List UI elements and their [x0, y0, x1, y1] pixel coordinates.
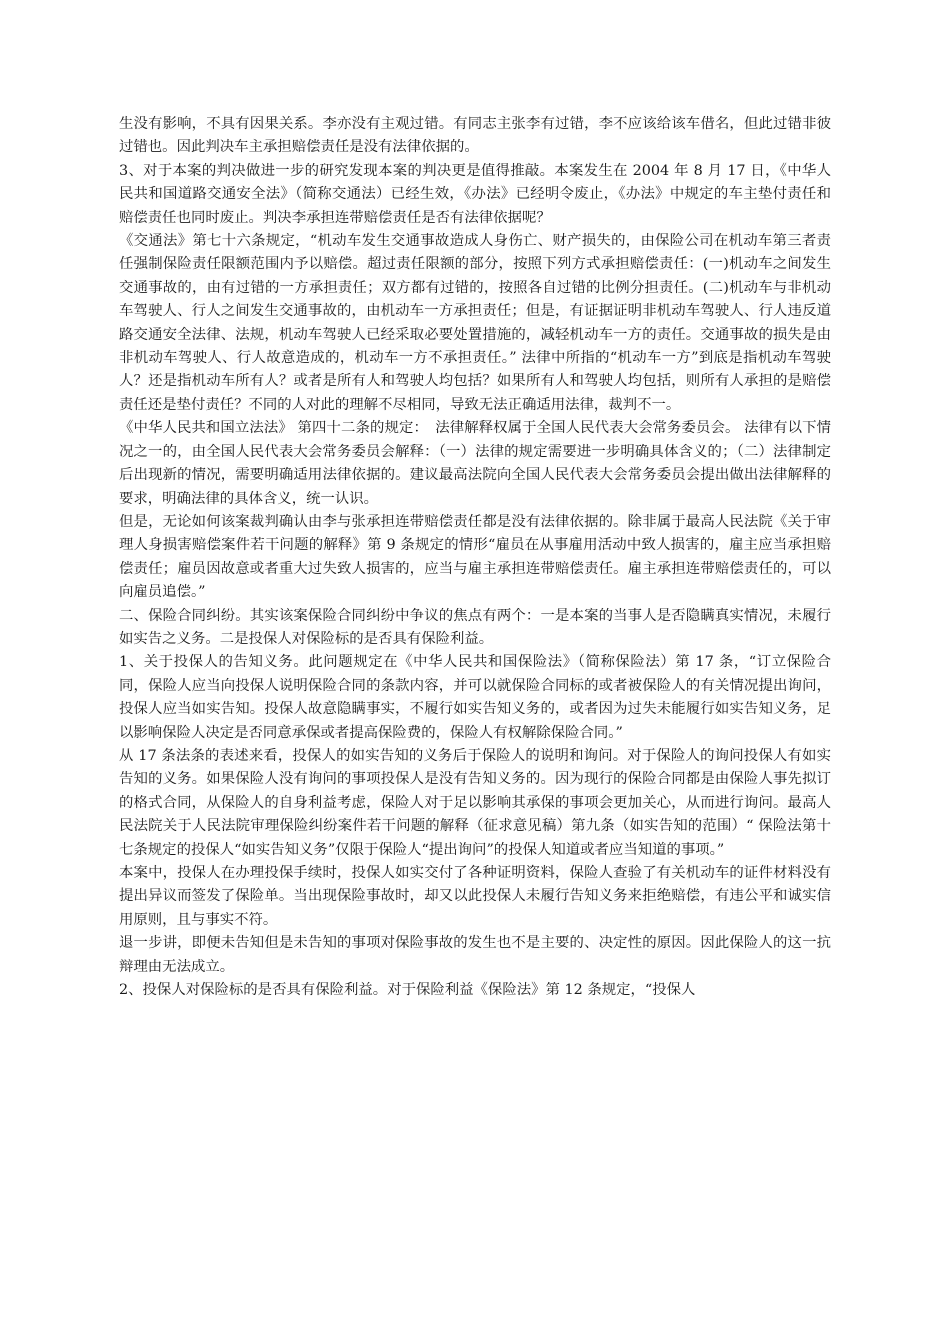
paragraph: 3、对于本案的判决做进一步的研究发现本案的判决更是值得推敲。本案发生在 2004 年 8 月 17 日，《中华人民共和国道路交通安全法》（简称交通法）已经生效，《办法》已经明令废止，《办法》中规定的车主垫付责任和赔偿责任也同时废止。判决李承担连带赔偿责任是否有法律依据呢？ [119, 162, 831, 226]
paragraph: 2、投保人对保险标的是否具有保险利益。对于保险利益《保险法》第 12 条规定，“投保人 [119, 982, 696, 999]
document-body [119, 113, 831, 1002]
paragraph: 但是，无论如何该案裁判确认由李与张承担连带赔偿责任都是没有法律依据的。除非属于最高人民法院《关于审理人身损害赔偿案件若干问题的解释》第 9 条规定的情形“雇员在从事雇用活动中致人损害的，雇主应当承担赔偿责任；雇员因故意或者重大过失致人损害的，应当与雇主承担连带赔偿责任。雇主承担连带赔偿责任的，可以向雇员追偿。” [119, 513, 831, 601]
paragraph: 《交通法》第七十六条规定，“机动车发生交通事故造成人身伤亡、财产损失的，由保险公司在机动车第三者责任强制保险责任限额范围内予以赔偿。超过责任限额的部分，按照下列方式承担赔偿责任：(一)机动车之间发生交通事故的，由有过错的一方承担责任；双方都有过错的，按照各自过错的比例分担责任。(二)机动车与非机动车驾驶人、行人之间发生交通事故的，由机动车一方承担责任；但是，有证据证明非机动车驾驶人、行人违反道路交通安全法律、法规，机动车驾驶人已经采取必要处置措施的，减轻机动车一方的责任。交通事故的损失是由非机动车驾驶人、行人故意造成的，机动车一方不承担责任。” 法律中所指的“机动车一方”到底是指机动车驾驶人？还是指机动车所有人？或者是所有人和驾驶人均包括？如果所有人和驾驶人均包括，则所有人承担的是赔偿责任还是垫付责任？不同的人对此的理解不尽相同，导致无法正确适用法律，裁判不一。 [119, 233, 831, 413]
paragraph: 二、保险合同纠纷。其实该案保险合同纠纷中争议的焦点有两个：一是本案的当事人是否隐瞒真实情况，未履行如实告之义务。二是投保人对保险标的是否具有保险利益。 [119, 607, 831, 647]
paragraph: 生没有影响，不具有因果关系。李亦没有主观过错。有同志主张李有过错，李不应该给该车借名，但此过错非彼过错也。因此判决车主承担赔偿责任是没有法律依据的。 [119, 116, 831, 156]
paragraph: 1、关于投保人的告知义务。此问题规定在《中华人民共和国保险法》（简称保险法）第 17 条，“订立保险合同，保险人应当向投保人说明保险合同的条款内容，并可以就保险合同标的或者被保险人的有关情况提出询问，投保人应当如实告知。投保人故意隐瞒事实，不履行如实告知义务的，或者因为过失未能履行如实告知义务，足以影响保险人决定是否同意承保或者提高保险费的，保险人有权解除保险合同。” [119, 654, 831, 741]
paragraph: 《中华人民共和国立法法》 第四十二条的规定： 法律解释权属于全国人民代表大会常务委员会。 法律有以下情况之一的，由全国人民代表大会常务委员会解释：（一）法律的规定需要进一步明确具体含义的；（二）法律制定后出现新的情况，需要明确适用法律依据的。建议最高法院向全国人民代表大会常务委员会提出做出法律解释的要求，明确法律的具体含义，统一认识。 [119, 420, 831, 507]
paragraph: 退一步讲，即便未告知但是未告知的事项对保险事故的发生也不是主要的、决定性的原因。因此保险人的这一抗辩理由无法成立。 [119, 935, 831, 975]
paragraph: 本案中，投保人在办理投保手续时，投保人如实交付了各种证明资料，保险人查验了有关机动车的证件材料没有提出异议而签发了保险单。当出现保险事故时，却又以此投保人未履行告知义务来拒绝赔偿，有违公平和诚实信用原则，且与事实不符。 [119, 865, 831, 928]
paragraph: 从 17 条法条的表述来看，投保人的如实告知的义务后于保险人的说明和询问。对于保险人的询问投保人有如实告知的义务。如果保险人没有询问的事项投保人是没有告知义务的。因为现行的保险合同都是由保险人事先拟订的格式合同，从保险人的自身利益考虑，保险人对于足以影响其承保的事项会更加关心，从而进行询问。最高人民法院关于人民法院审理保险纠纷案件若干问题的解释（征求意见稿）第九条（如实告知的范围）“ 保险法第十七条规定的投保人“如实告知义务”仅限于保险人“提出询问”的投保人知道或者应当知道的事项。” [119, 747, 831, 858]
